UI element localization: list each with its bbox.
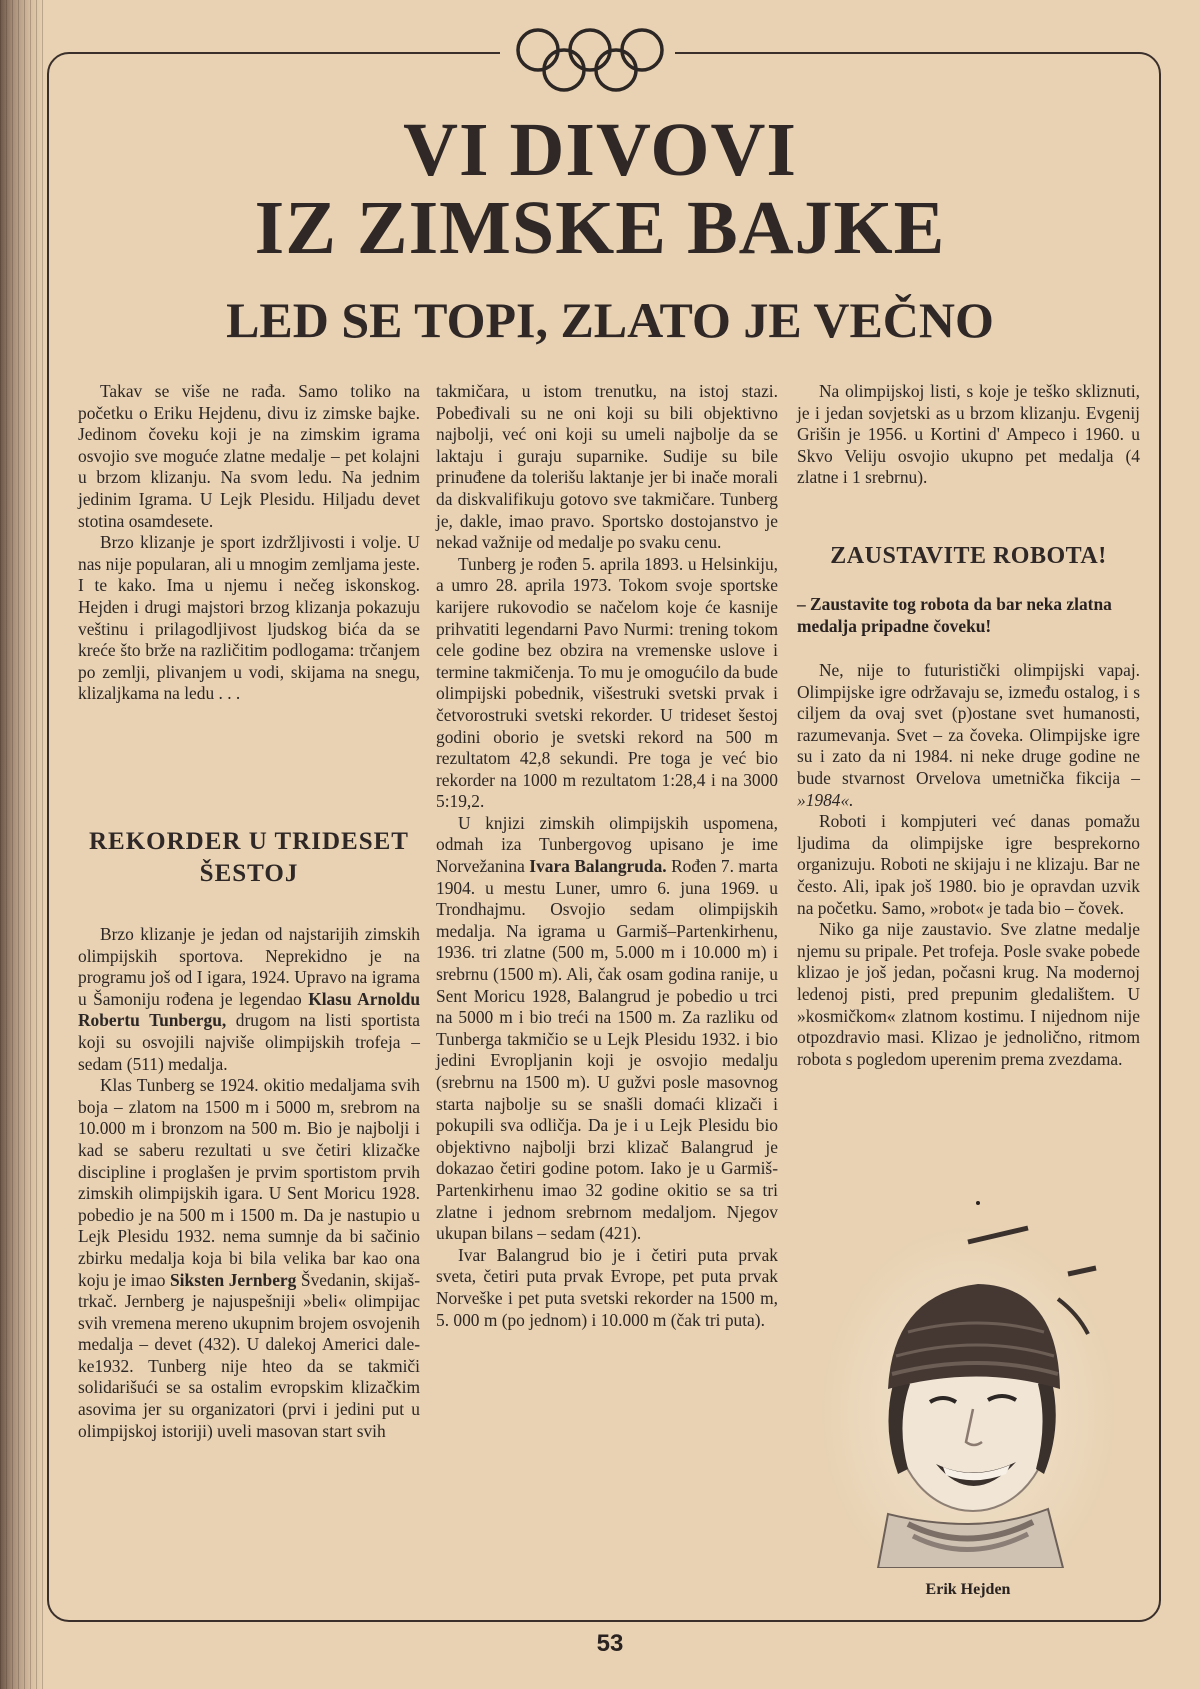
text-run: Klas Tunberg se 1924. okitio medaljama svih boja – zlatom na 1500 m i 5000 m, srebrom na 10.000 m i bronzom na 500 m. Bio je najbolji i kad se saberu rezultati u sve četiri klizačke discipline i proglašen je prvim sportistom prvih zimskih olimpijskih igara. U Sent Moricu 1928. pobedio je na 500 m i 1500 m. Da je nastupio u Lejk Plesidu 1932. nema sumnje da bi sačinio zbirku medalja koja bi bila velika bar kao ona koju je imao: [78, 1075, 420, 1290]
paragraph: [797, 660, 1140, 811]
column-3-bottom: [797, 660, 1140, 1070]
paragraph: [78, 924, 420, 1075]
bold-name: Ivara Balangruda.: [529, 856, 667, 877]
paragraph: Na olimpijskoj listi, s koje je teško skliznuti, je i jedan sovjetski as u brzom klizanju. Evgenij Grišin je 1956. u Kortini d' Ampeco i 1960. u Skvo Veliju osvojio ukupno pet medalja (4 zlatne i 1 srebrnu).: [797, 381, 1140, 488]
column-1-bottom: [78, 924, 420, 1442]
section-heading-rekorder: REKORDER U TRIDESET ŠESTOJ: [88, 828, 409, 887]
olympic-rings-icon: [510, 26, 670, 96]
column-2: [436, 381, 778, 1331]
portrait-photo: [818, 1224, 1118, 1568]
text-run: Švedanin, skijaš-trkač. Jernberg je najuspešniji »beli« olimpijac svih vremena mereno ukupnim brojem osvojenih medalja – devet (432). U dalekoj Americi dale-ke1932. Tunberg nije hteo da se takmiči solidarišući se sa ostalim evropskim klizačkim asovima jer su organizatori (prvi i jedini put u olimpijskoj istoriji) uveli masovan start svih: [78, 1269, 420, 1441]
text-run: Ne, nije to futuristički olimpijski vapaj. Olimpijske igre održavaju se, između ostalog, i s ciljem da ovaj svet (p)ostane svet humanosti, razumevanja. Svet – za čoveka. Olimpijske igre su i zato da ni 1984. ni neke druge godine ne bude stvarnost Orvelova umetnička fikcija –: [797, 660, 1140, 788]
article-title-line1: VI DIVOVI: [403, 108, 797, 192]
paragraph: [78, 1075, 420, 1442]
text-run: Brzo klizanje je jedan od najstarijih zimskih olimpijskih sportova. Neprekidno je na programu još od I igara, 1924. Upravo na igrama u Šamoniju rođena je legendao: [78, 924, 420, 1009]
column-1-top: [78, 381, 420, 705]
bold-name: Klasu Arnoldu Robertu Tunbergu,: [78, 988, 420, 1031]
section-heading-robot: ZAUSTAVITE ROBOTA!: [830, 543, 1107, 569]
page-number: 53: [596, 1630, 624, 1657]
article-title-line2: IZ ZIMSKE BAJKE: [254, 186, 946, 270]
paragraph: Takav se više ne rađa. Samo toliko na početku o Eriku Hejdenu, divu iz zimske bajke. Jedinom čoveku koji je na zimskim igrama osvojio sve moguće zlatne medalje – pet kolajni u brzom klizanju. Na svom ledu. Na jednim jedinim Igrama. U Lejk Plesidu. Hiljadu devet stotina osamdesete.: [78, 381, 420, 531]
text-run: Rođen 7. marta 1904. u mestu Luner, umro 6. juna 1969. u Trondhajmu. Osvojio sedam olimpijskih medalja. Na igrama u Garmiš–Partenkirhenu, 1936. tri zlatne (500 m, 5.000 m i 10.000 m) i srebrnu (1500 m). Ali, čak osam godina ranije, u Sent Moricu 1928, Balangrud je pobedio u trci na 5000 m i bio treći na 1500 m. Za razliku od Tunberga takmičio se u Lejk Plesidu 1932. i bio jedini Evropljanin koji je osvojio medalju (srebrnu na 1500 m). U gužvi posle masovnog starta najbolje su se snašli domaći klizači i pokupili sva odličja. Da je i u Lejk Plesidu bio objektivno najbolji brzi klizač Balangrud je dokazao četiri godine potom. Iako je u Garmiš-Partenkirhenu imao 32 godine okitio se sa tri zlatne i jednom srebrnom medaljom. Njegov ukupan bilans – sedam (421).: [436, 856, 779, 1244]
decorative-dot: [976, 1201, 980, 1205]
intro-quote: – Zaustavite tog robota da bar neka zlatna medalja pripadne čoveku!: [797, 594, 1112, 636]
paragraph: Ivar Balangrud bio je i četiri puta prvak sveta, četiri puta prvak Evrope, pet puta prvak Norveške i pet puta svetski rekorder na 1500 m, 5. 000 m (po jednom) i 10.000 m (čak tri puta).: [436, 1244, 778, 1330]
paragraph: Roboti i kompjuteri već danas pomažu ljudima da olimpijske igre besprekorno organizuju. Roboti ne skijaju i ne klizaju. Bar ne često. Ali, ipak još 1980. bio je opravdan uzvik na početku. Samo, »robot« je tada bio – čovek.: [797, 811, 1140, 918]
portrait-icon: [818, 1224, 1118, 1568]
paragraph: takmičara, u istom trenutku, na istoj stazi. Pobeđivali su ne oni koji su bili objektivno najbolji, već oni koji su umeli najbolje da se laktaju i guraju suparnike. Sudije su bile prinuđene da tolerišu laktanje jer bi inače morali da diskvalifikuju gotovo sve takmičare. Tunberg je, dakle, imao pravo. Sportsko dostojanstvo je nekad važnije od medalje po svaku cenu.: [436, 381, 778, 553]
paragraph: Niko ga nije zaustavio. Sve zlatne medalje njemu su pripale. Pet trofeja. Posle svake pobede klizao je još jedan, počasni krug. Na modernoj ledenoj pisti, pred prepunim gledalištem. U »kosmičkom« zlatnom kostimu. I nijednom nije otpozdravio masi. Klizao je jednolično, ritmom robota s pogledom uperenim prema zvezdama.: [797, 919, 1140, 1069]
article-subtitle: LED SE TOPI, ZLATO JE VEČNO: [226, 292, 994, 348]
paragraph: [436, 813, 778, 1245]
paragraph: Tunberg je rođen 5. aprila 1893. u Helsinkiju, a umro 28. aprila 1973. Tokom svoje sportske karijere rukovodio se načelom koje će kasnije prihvatiti legendarni Pavo Nurmi: trening tokom cele godine bez obzira na vremenske uslove i termine takmičenja. To mu je omogućilo da bude olimpijski pobednik, višestruki svetski prvak i četvorostruki svetski rekorder. U trideset šestoj godini oborio je svetski rekord na 500 m rezultatom 42,8 sekundi. Pre toga je već bio rekorder na 1000 m rezultatom 1:28,4 i na 3000 5:19,2.: [436, 553, 778, 812]
column-3-top: [797, 381, 1140, 489]
italic-title: »1984«.: [797, 789, 854, 810]
bold-name: Siksten Jernberg: [170, 1269, 297, 1290]
text-run: U knjizi zimskih olimpijskih uspomena, odmah iza Tunbergovog upisano je ime Norvežanina: [436, 812, 778, 877]
spine-texture: [0, 0, 44, 1689]
text-run: drugom na listi sportista koji su osvojili najviše olimpijskih trofeja – sedam (511) medalja.: [78, 1010, 421, 1074]
paragraph: Brzo klizanje je sport izdržljivosti i volje. U nas nije popularan, ali u mnogim zemljama jeste. I te kako. Ima u njemu i nečeg iskonskog. Hejden i drugi majstori brzog klizanja pokazuju veštinu i prilagodljivost ljudskog bića da se kreće što brže na različitim podlogama: trčanjem po zemlji, plivanjem u vodi, skijama na snegu, klizaljkama na ledu . . .: [78, 532, 420, 704]
photo-caption: Erik Hejden: [925, 1581, 1011, 1598]
